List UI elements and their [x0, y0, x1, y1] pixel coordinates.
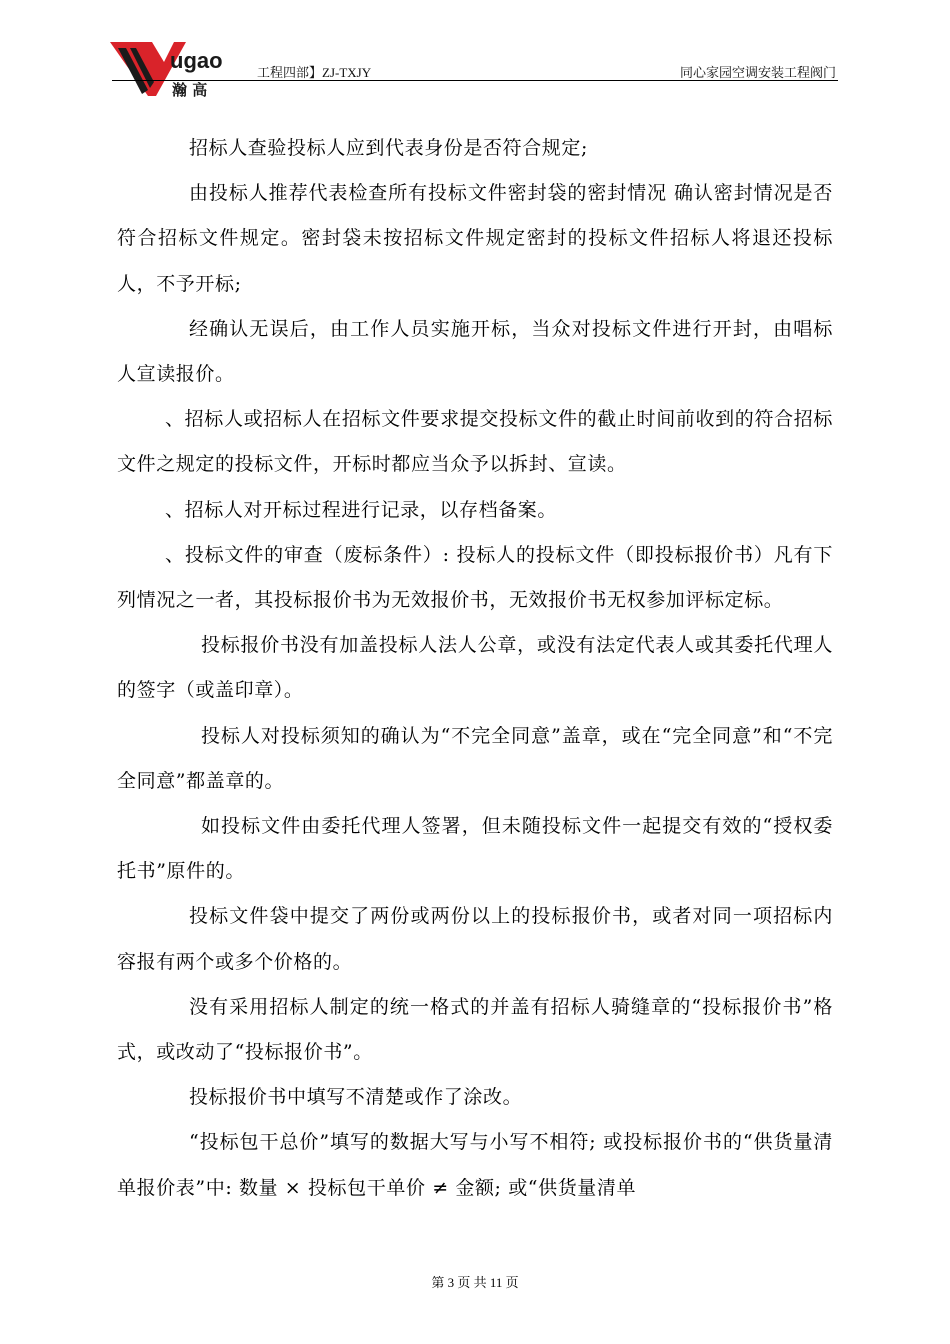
paragraph: 投标报价书中填写不清楚或作了涂改。	[189, 1086, 523, 1109]
paragraph: 如投标文件由委托代理人签署，但未随投标文件一起提交有效的“授权委托书”原件的。	[117, 815, 833, 883]
header-rule	[112, 80, 838, 81]
paragraph: 、招标人对开标过程进行记录，以存档备案。	[165, 498, 558, 521]
logo-brand-chinese: 瀚 高	[172, 81, 208, 99]
paragraph: 由投标人推荐代表检查所有投标文件密封袋的密封情况 确认密封情况是否符合招标文件规定。密封袋未按招标文件规定密封的投标文件招标人将退还投标人，不予开标;	[117, 182, 833, 295]
company-logo	[108, 40, 248, 100]
logo-brand-latin: ugao	[170, 48, 223, 73]
paragraph: 投标人对投标须知的确认为“不完全同意”盖章，或在“完全同意”和“不完全同意”都盖章的。	[117, 724, 833, 792]
paragraph: 没有采用招标人制定的统一格式的并盖有招标人骑缝章的“投标报价书”格式，或改动了“投标报价书”。	[117, 995, 833, 1064]
paragraph: 投标文件袋中提交了两份或两份以上的投标报价书，或者对同一项招标内容报有两个或多个价格的。	[117, 905, 833, 973]
paragraph: 、招标人或招标人在招标文件要求提交投标文件的截止时间前收到的符合招标文件之规定的投标文件，开标时都应当众予以拆封、宣读。	[117, 408, 833, 476]
document-body	[117, 126, 833, 1211]
paragraph: “投标包干总价”填写的数据大写与小写不相符; 或投标报价书的“供货量清单报价表”中: 数量 × 投标包干单价 ≠ 金额; 或“供货量清单	[117, 1131, 833, 1199]
header-project-title: 同心家园空调安装工程阀门	[679, 65, 836, 80]
page-number: 第 3 页 共 11 页	[431, 1275, 519, 1290]
paragraph: 、投标文件的审查（废标条件）: 投标人的投标文件（即投标报价书）凡有下列情况之一者，其投标报价书为无效报价书，无效报价书无权参加评标定标。	[117, 543, 833, 612]
paragraph: 招标人查验投标人应到代表身份是否符合规定;	[189, 137, 589, 159]
paragraph: 投标报价书没有加盖投标人法人公章，或没有法定代表人或其委托代理人的签字（或盖印章）。	[117, 634, 833, 702]
header-doc-code: 工程四部】ZJ-TXJY	[257, 65, 372, 80]
paragraph: 经确认无误后，由工作人员实施开标，当众对投标文件进行开封，由唱标人宣读报价。	[117, 317, 833, 386]
